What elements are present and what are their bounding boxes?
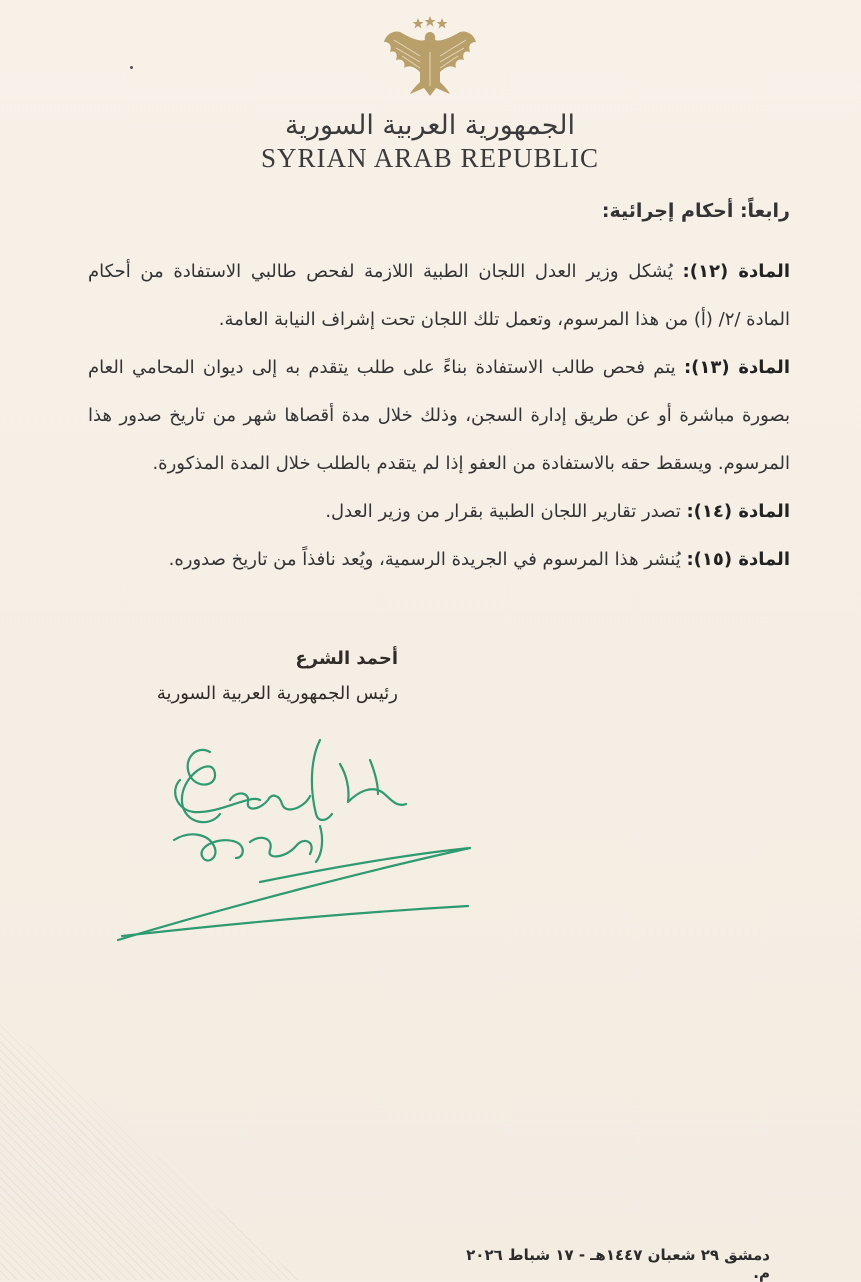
article-label: المادة (١٤): [686, 501, 790, 522]
article-text: تصدر تقارير اللجان الطبية بقرار من وزير العدل. [325, 501, 681, 522]
article-label: المادة (١٣): [683, 357, 790, 378]
letterhead [250, 12, 610, 174]
article-label: المادة (١٥): [686, 549, 790, 570]
handwritten-signature-icon [110, 730, 490, 950]
article-14 [88, 488, 790, 536]
republic-title-arabic: الجمهورية العربية السورية [285, 110, 575, 141]
republic-title-english: SYRIAN ARAB REPUBLIC [260, 143, 600, 173]
issue-dateline: دمشق ٢٩ شعبان ١٤٤٧هـ - ١٧ شباط ٢٠٢٦ م. [466, 1246, 770, 1282]
article-text: يتم فحص طالب الاستفادة بناءً على طلب يتقدم به إلى ديوان المحامي العام بصورة مباشرة أو عن طريق إدارة السجن، وذلك خلال مدة أقصاها شهر من تاريخ صدور هذا المرسوم. ويسقط حقه بالاستفادة من العفو إذا لم يتقدم بالطلب خلال المدة المذكورة. [88, 357, 790, 474]
eagle-emblem-icon [380, 12, 480, 98]
signatory-name: أحمد الشرع [295, 648, 398, 669]
article-13 [88, 344, 790, 488]
corner-watermark-pattern [0, 1020, 300, 1280]
article-text: يُشكل وزير العدل اللجان الطبية اللازمة لفحص طالبي الاستفادة من أحكام المادة /٢/ (أ) من هذا المرسوم، وتعمل تلك اللجان تحت إشراف النيابة العامة. [88, 261, 790, 330]
article-12 [88, 248, 790, 344]
article-15 [88, 536, 790, 584]
signatory-title: رئيس الجمهورية العربية السورية [156, 683, 398, 704]
section-heading: رابعاً: أحكام إجرائية: [601, 200, 790, 222]
article-label: المادة (١٢): [682, 261, 790, 282]
signatory-block [88, 648, 398, 704]
article-text: يُنشر هذا المرسوم في الجريدة الرسمية، ويُعد نافذاً من تاريخ صدوره. [168, 549, 681, 570]
paper-speck [130, 66, 133, 69]
decree-body [88, 200, 790, 584]
